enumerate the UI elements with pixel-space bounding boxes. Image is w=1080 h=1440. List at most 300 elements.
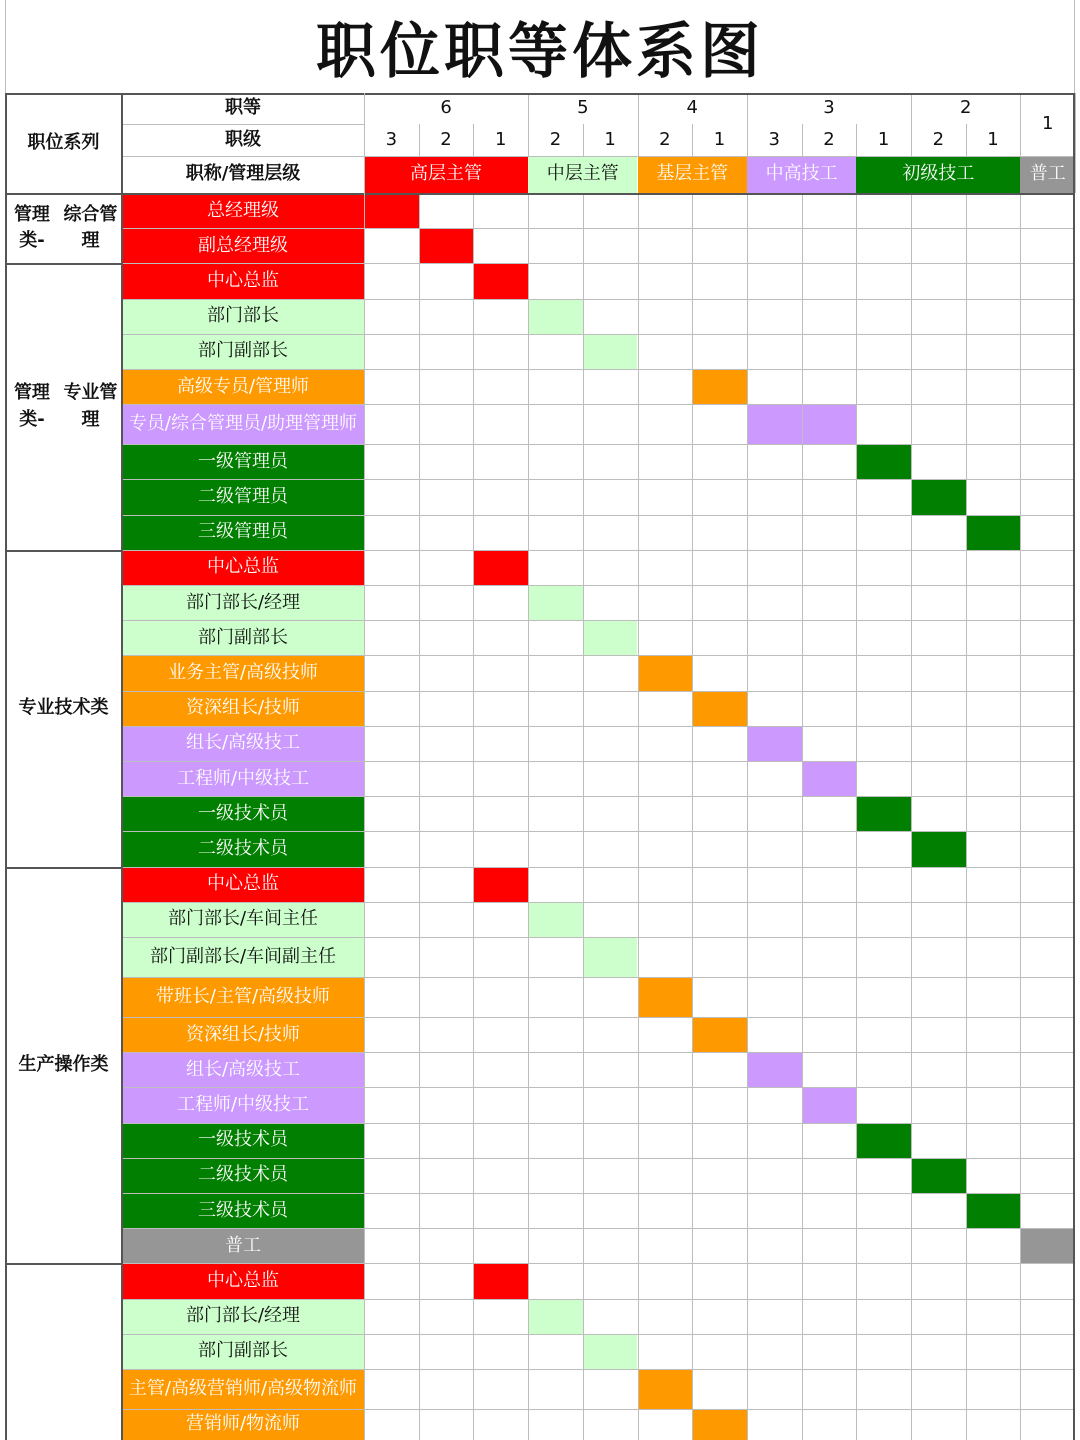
grid-line [856,369,857,404]
grid-line [1073,93,1075,1440]
grid-line [911,1052,912,1087]
grid-line [638,1158,639,1193]
grid-line [747,691,748,726]
grid-cell [1020,937,1075,977]
grid-cell [364,1087,419,1122]
grid-line [419,796,420,831]
position-title-cell: 二级技术员 [122,1158,364,1193]
grid-line [638,550,639,585]
grid-line [122,1193,1075,1194]
series-group-label-line: 生产操作类 [18,1053,109,1075]
grid-cell [966,228,1021,263]
grid-line [856,228,857,263]
position-title-cell: 中心总监 [122,550,364,585]
grid-cell [364,1334,419,1369]
grid-cell [638,831,693,866]
grid-cell [419,937,474,977]
grid-cell [856,1409,911,1440]
grade-cell: 3 [747,93,911,124]
grid-line [911,867,912,902]
grid-line [856,726,857,761]
grid-line [692,902,693,937]
grid-cell [528,620,583,655]
grid-cell [966,726,1021,761]
grid-line [473,1299,474,1334]
grid-line [856,444,857,479]
grid-line [473,193,474,228]
grid-line [747,228,748,263]
grid-cell [856,867,911,902]
grid-cell [692,1052,747,1087]
grid-cell [911,1299,966,1334]
grid-cell [856,1052,911,1087]
grid-line [911,1409,912,1440]
grid-line [692,1334,693,1369]
grid-cell [802,726,857,761]
grid-line [5,93,1075,95]
grid-line [911,1334,912,1369]
grid-cell [419,1263,474,1298]
grid-line [638,1334,639,1369]
grid-line [419,691,420,726]
grid-line [528,1263,529,1298]
grid-line [122,1087,1075,1088]
grid-cell [364,831,419,866]
grid-line [802,1052,803,1087]
position-title-cell: 组长/高级技工 [122,726,364,761]
grid-cell [364,937,419,977]
grade-mark [583,937,638,977]
grid-cell [692,620,747,655]
grid-cell [364,691,419,726]
grid-cell [528,1369,583,1409]
grid-line [1074,0,1075,93]
grid-line [419,1123,420,1158]
grid-cell [911,1263,966,1298]
grid-cell [638,726,693,761]
grid-line [583,977,584,1017]
grid-line [638,1369,639,1409]
position-title-cell: 副总经理级 [122,228,364,263]
grid-cell [692,1334,747,1369]
grid-cell [1020,1299,1075,1334]
position-title-cell: 中心总监 [122,263,364,298]
grid-line [528,655,529,690]
grid-line [638,404,639,444]
grid-cell [528,550,583,585]
grid-cell [473,1052,528,1087]
grid-cell [583,444,638,479]
grid-cell [966,1017,1021,1052]
grid-cell [966,404,1021,444]
grid-line [911,1228,912,1263]
grid-cell [364,1409,419,1440]
grid-line [966,124,967,156]
level-cell: 3 [747,124,802,156]
grade-mark [966,1193,1021,1228]
position-title-cell: 业务主管/高级技师 [122,655,364,690]
grid-cell [528,726,583,761]
grid-cell [583,655,638,690]
grid-cell [638,1158,693,1193]
grid-cell [638,515,693,550]
grid-cell [583,479,638,514]
grid-cell [583,369,638,404]
grid-cell [802,1228,857,1263]
grid-cell [966,867,1021,902]
grid-line [364,93,365,1440]
grid-cell [1020,1123,1075,1158]
grid-cell [583,1123,638,1158]
grid-cell [364,1193,419,1228]
grid-line [747,1017,748,1052]
grid-cell [638,228,693,263]
grid-line [473,655,474,690]
grid-cell [802,1193,857,1228]
grid-cell [802,691,857,726]
grid-cell [911,620,966,655]
grid-line [802,444,803,479]
grid-line [528,444,529,479]
grid-line [528,550,529,585]
position-title-cell: 一级技术员 [122,796,364,831]
grid-line [122,156,1075,157]
grid-cell [473,796,528,831]
grid-cell [692,1263,747,1298]
grid-cell [747,334,802,369]
grid-line [638,831,639,866]
grid-cell [856,1087,911,1122]
grid-line [692,585,693,620]
level-cell: 2 [638,124,693,156]
grid-line [1020,479,1021,514]
grid-cell [583,1299,638,1334]
grid-cell [419,1409,474,1440]
grid-cell [802,1017,857,1052]
grade-mark [966,515,1021,550]
header-grade-label: 职等 [122,93,364,124]
grid-line [419,977,420,1017]
grid-cell [966,1123,1021,1158]
grid-cell [583,1017,638,1052]
grid-cell [966,193,1021,228]
grid-cell [638,691,693,726]
grid-cell [419,550,474,585]
grid-line [802,585,803,620]
grid-line [528,726,529,761]
grade-cell: 4 [638,93,747,124]
grid-cell [473,902,528,937]
grid-line [473,1087,474,1122]
grid-cell [692,1158,747,1193]
grade-mark [638,977,693,1017]
grid-line [747,1052,748,1087]
grid-line [638,93,639,156]
grid-line [5,263,122,265]
grid-line [583,404,584,444]
grid-cell [747,1334,802,1369]
grid-cell [911,404,966,444]
grid-line [528,1334,529,1369]
grid-line [966,299,967,334]
level-cell: 2 [419,124,474,156]
grid-line [583,334,584,369]
grid-cell [911,228,966,263]
grid-line [419,1369,420,1409]
grid-line [122,620,1075,621]
grid-cell [638,1409,693,1440]
grid-line [1020,515,1021,550]
grid-cell [1020,479,1075,514]
grid-line [692,796,693,831]
grid-cell [856,369,911,404]
grade-cell: 2 [911,93,1020,124]
grid-line [911,620,912,655]
grid-cell [364,1158,419,1193]
grid-cell [692,404,747,444]
grid-line [911,263,912,298]
grid-cell [747,831,802,866]
grid-line [747,193,748,228]
grade-mark [856,1123,911,1158]
series-group-label [5,1263,122,1440]
grid-line [419,263,420,298]
grid-cell [966,761,1021,796]
grid-line [583,796,584,831]
grid-cell [419,263,474,298]
grid-cell [802,228,857,263]
level-cell: 1 [583,124,638,156]
grid-line [856,124,857,156]
grid-cell [911,655,966,690]
grid-line [911,228,912,263]
grid-line [528,1299,529,1334]
grid-cell [419,193,474,228]
grid-cell [692,1299,747,1334]
position-title-cell: 总经理级 [122,193,364,228]
grid-cell [638,585,693,620]
grid-cell [419,1017,474,1052]
header-series-label: 职位系列 [5,93,122,193]
grid-cell [473,369,528,404]
grid-line [747,1158,748,1193]
grid-cell [583,831,638,866]
grid-line [122,444,1075,445]
grid-cell [1020,585,1075,620]
grid-cell [419,761,474,796]
grid-cell [856,479,911,514]
grid-line [473,479,474,514]
grid-line [747,93,748,156]
grid-line [802,937,803,977]
grid-cell [856,977,911,1017]
grid-cell [419,404,474,444]
position-title-cell: 部门部长/车间主任 [122,902,364,937]
grid-line [692,1052,693,1087]
grid-line [966,691,967,726]
grid-cell [856,1334,911,1369]
series-group-label [5,867,122,1264]
grid-line [122,550,1075,551]
grid-cell [856,726,911,761]
grid-line [966,1193,967,1228]
grid-cell [802,263,857,298]
grid-line [122,228,1075,229]
grid-line [473,124,474,156]
grid-line [419,444,420,479]
grid-line [583,620,584,655]
grid-line [747,1299,748,1334]
grid-cell [802,977,857,1017]
grid-line [583,1052,584,1087]
grid-cell [802,1263,857,1298]
grid-line [747,796,748,831]
grade-mark [473,550,528,585]
grid-line [1020,937,1021,977]
grid-cell [1020,867,1075,902]
grid-cell [911,299,966,334]
grid-line [122,1409,1075,1410]
grid-cell [802,369,857,404]
grid-line [911,831,912,866]
grid-cell [528,515,583,550]
header-level-label: 职级 [122,124,364,156]
grid-line [528,620,529,655]
grid-line [802,977,803,1017]
grid-line [583,124,584,156]
grid-line [692,515,693,550]
grid-line [802,726,803,761]
tier-cell: 初级技工 [856,156,1020,193]
grid-line [528,1087,529,1122]
grid-cell [419,479,474,514]
grid-cell [692,1228,747,1263]
grid-cell [966,585,1021,620]
grid-line [528,691,529,726]
grid-line [802,228,803,263]
grid-cell [966,902,1021,937]
grid-line [856,1228,857,1263]
grid-line [583,1158,584,1193]
grid-cell [638,937,693,977]
grid-line [419,902,420,937]
grid-cell [856,937,911,977]
series-group-label-line: 专业管理 [63,382,118,430]
grid-cell [364,1299,419,1334]
grid-cell [802,515,857,550]
grid-cell [638,263,693,298]
grid-line [638,1017,639,1052]
grid-line [419,937,420,977]
grid-line [856,193,857,228]
grid-cell [747,796,802,831]
grid-line [122,1263,1075,1264]
grid-line [1020,620,1021,655]
grid-line [1020,691,1021,726]
grid-cell [528,444,583,479]
grid-line [122,124,364,125]
grid-cell [473,1409,528,1440]
grid-line [856,585,857,620]
grid-line [966,831,967,866]
grade-mark [911,479,966,514]
grid-cell [528,404,583,444]
grid-line [122,655,1075,656]
grid-cell [473,937,528,977]
grid-line [802,1158,803,1193]
grid-cell [364,902,419,937]
grid-line [473,1263,474,1298]
position-title-cell: 部门副部长 [122,620,364,655]
level-cell: 1 [966,124,1021,156]
grid-line [583,1228,584,1263]
grid-cell [966,1409,1021,1440]
grid-cell [528,761,583,796]
grid-cell [966,479,1021,514]
grid-cell [473,691,528,726]
grid-line [966,902,967,937]
grid-line [583,1369,584,1409]
grid-line [747,761,748,796]
grid-cell [692,902,747,937]
grid-cell [692,937,747,977]
series-group-label-line: 管理类- [13,204,50,252]
grid-cell [802,550,857,585]
grid-cell [692,444,747,479]
grid-cell [911,1052,966,1087]
grid-line [5,867,122,869]
grid-cell [966,1299,1021,1334]
grid-line [856,1123,857,1158]
series-group-label [5,550,122,867]
grid-line [692,937,693,977]
position-title-cell: 部门部长/经理 [122,1299,364,1334]
position-title-cell: 部门副部长/车间副主任 [122,937,364,977]
grid-line [802,369,803,404]
grid-cell [528,1087,583,1122]
grade-mark [1020,1228,1075,1263]
grid-cell [364,867,419,902]
grid-cell [1020,726,1075,761]
grid-cell [583,263,638,298]
grid-line [1020,263,1021,298]
grade-cell: 5 [528,93,637,124]
grid-line [638,977,639,1017]
grid-line [911,937,912,977]
grid-line [856,1299,857,1334]
grid-cell [966,444,1021,479]
grid-line [473,1334,474,1369]
grid-line [747,444,748,479]
grid-cell [419,369,474,404]
grid-line [638,369,639,404]
grid-cell [583,977,638,1017]
grid-line [856,620,857,655]
grade-mark [364,193,419,228]
grid-cell [528,977,583,1017]
grid-line [419,334,420,369]
grid-line [856,299,857,334]
grid-cell [747,1193,802,1228]
grid-cell [802,1299,857,1334]
grid-cell [1020,404,1075,444]
grid-cell [802,1052,857,1087]
grid-cell [1020,831,1075,866]
grid-cell [747,585,802,620]
grid-cell [966,1158,1021,1193]
grid-cell [419,1123,474,1158]
grid-cell [692,796,747,831]
